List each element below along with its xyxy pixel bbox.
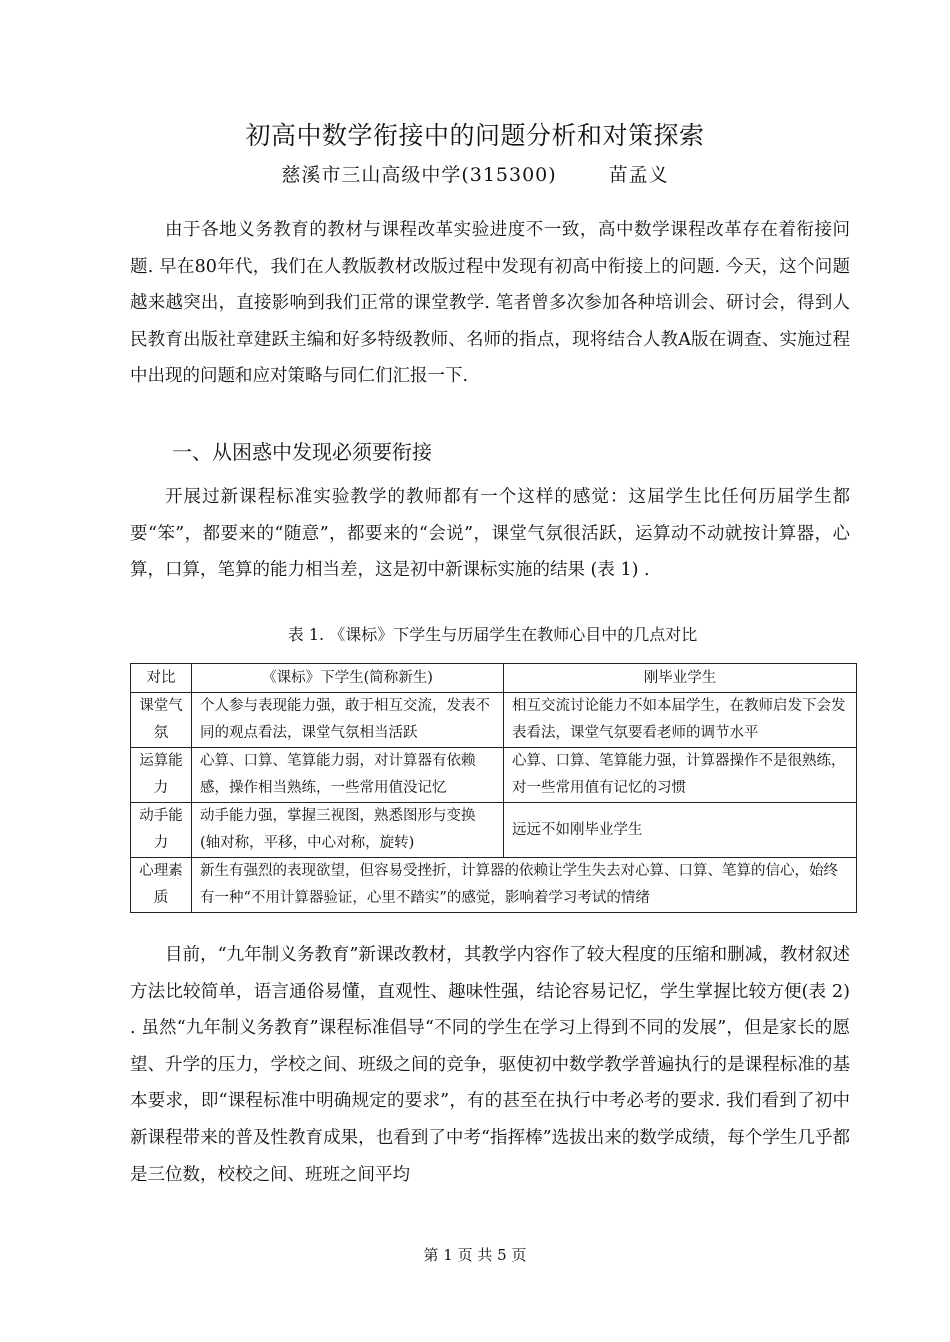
document-title: 初高中数学衔接中的问题分析和对策探索 [245,121,705,150]
row-label: 运算能力 [131,748,192,803]
row-label: 心理素质 [131,858,192,913]
section-paragraph: 开展过新课程标准实验教学的教师都有一个这样的感觉：这届学生比任何历届学生都要“笨”，都要来的“随意”，都要来的“会说”，课堂气氛很活跃，运算动不动就按计算器，心算，口算，笔算的能力相当差，这是初中新课标实施的结果 (表 1) . [130,487,850,581]
table-row [131,693,857,748]
table-caption: 表 1. 《课标》下学生与历届学生在教师心目中的几点对比 [287,625,698,644]
table-cell: 心算、口算、笔算能力弱，对计算器有依赖感，操作相当熟练，一些常用值没记忆 [192,748,504,803]
table-cell: 远远不如刚毕业学生 [504,803,857,858]
table-header-cell: 对比 [131,664,192,693]
table-header-cell: 《课标》下学生(简称新生) [192,664,504,693]
document-subtitle [0,160,950,187]
table-cell: 心算、口算、笔算能力强，计算器操作不是很熟练，对一些常用值有记忆的习惯 [504,748,857,803]
affiliation: 慈溪市三山高级中学(315300) [281,164,557,186]
section-heading: 一、从困惑中发现必须要衔接 [172,440,432,464]
row-label: 动手能力 [131,803,192,858]
table-header-cell: 刚毕业学生 [504,664,857,693]
table-cell-merged: 新生有强烈的表现欲望，但容易受挫折，计算器的依赖让学生失去对心算、口算、笔算的信心，始终有一种“不用计算器验证，心里不踏实”的感觉，影响着学习考试的情绪 [192,858,857,913]
author: 苗孟义 [608,164,669,186]
row-label: 课堂气氛 [131,693,192,748]
table-cell: 相互交流讨论能力不如本届学生，在教师启发下会发表看法，课堂气氛要看老师的调节水平 [504,693,857,748]
table-row [131,803,857,858]
table-cell: 动手能力强，掌握三视图，熟悉图形与变换(轴对称，平移，中心对称，旋转) [192,803,504,858]
comparison-table [130,663,857,913]
table-row [131,858,857,913]
table-row [131,748,857,803]
page-footer: 第 1 页 共 5 页 [423,1246,527,1264]
table-cell: 个人参与表现能力强，敢于相互交流，发表不同的观点看法，课堂气氛相当活跃 [192,693,504,748]
body-paragraph: 目前，“九年制义务教育”新课改教材，其教学内容作了较大程度的压缩和删减，教材叙述方法比较简单，语言通俗易懂，直观性、趣味性强，结论容易记忆，学生掌握比较方便(表 2) . 虽然“九年制义务教育”课程标准倡导“不同的学生在学习上得到不同的发展”，但是家长的愿望、升学的压力，学校之间、班级之间的竞争，驱使初中数学教学普遍执行的是课程标准的基本要求，即“课程标准中明确规定的要求”，有的甚至在执行中考必考的要求. 我们看到了初中新课程带来的普及性教育成果，也看到了中考“指挥棒”选拔出来的数学成绩，每个学生几乎都是三位数，校校之间、班班之间平均 [130,945,850,1185]
table-header-row [131,664,857,693]
intro-paragraph: 由于各地义务教育的教材与课程改革实验进度不一致，高中数学课程改革存在着衔接问题. 早在80年代，我们在人教版教材改版过程中发现有初高中衔接上的问题. 今天，这个问题越来越突出，直接影响到我们正常的课堂教学. 笔者曾多次参加各种培训会、研讨会，得到人民教育出版社章建跃主编和好多特级教师、名师的指点，现将结合人教A版在调查、实施过程中出现的问题和应对策略与同仁们汇报一下. [130,220,850,387]
